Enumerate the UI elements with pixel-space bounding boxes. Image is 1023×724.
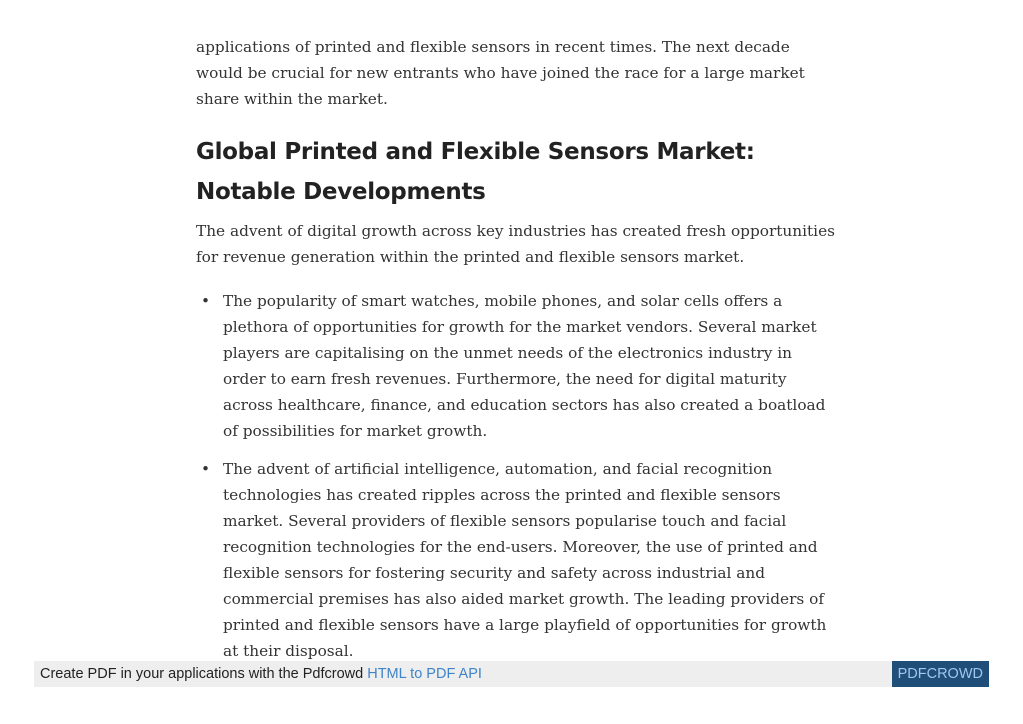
footer-text [40,661,482,687]
bullet-icon: • [201,292,211,310]
list-item [196,456,836,664]
list-item [196,288,836,444]
intro-paragraph: applications of printed and flexible sensors in recent times. The next decade would be crucial for new entrants who have joined the race for a large market share within the market. [196,38,805,108]
pdfcrowd-footer [34,661,989,687]
bullet-icon: • [201,460,211,478]
lead-paragraph: The advent of digital growth across key industries has created fresh opportunities for revenue generation within the printed and flexible sensors market. [196,222,835,266]
list-item-text: The advent of artificial intelligence, automation, and facial recognition technologies has created ripples across the printed and flexible sensors market. Several providers of flexible sensors popularise touch and facial recognition technologies for the end-users. Moreover, the use of printed and flexible sensors for fostering security and safety across industrial and commercial premises has also aided market growth. The leading providers of printed and flexible sensors have a large playfield of opportunities for growth at their disposal. [223,460,827,660]
section-heading: Global Printed and Flexible Sensors Market: Notable Developments [196,139,755,205]
article-body [196,34,836,676]
pdfcrowd-brand-button[interactable]: PDFCROWD [892,661,989,687]
bullet-list [196,288,836,664]
footer-prefix: Create PDF in your applications with the Pdfcrowd [40,666,368,682]
html-to-pdf-api-link[interactable]: HTML to PDF API [367,666,482,682]
list-item-text: The popularity of smart watches, mobile phones, and solar cells offers a plethora of opportunities for growth for the market vendors. Several market players are capitalising on the unmet needs of the electronics industry in order to earn fresh revenues. Furthermore, the need for digital maturity across healthcare, finance, and education sectors has also created a boatload of possibilities for market growth. [223,292,826,440]
